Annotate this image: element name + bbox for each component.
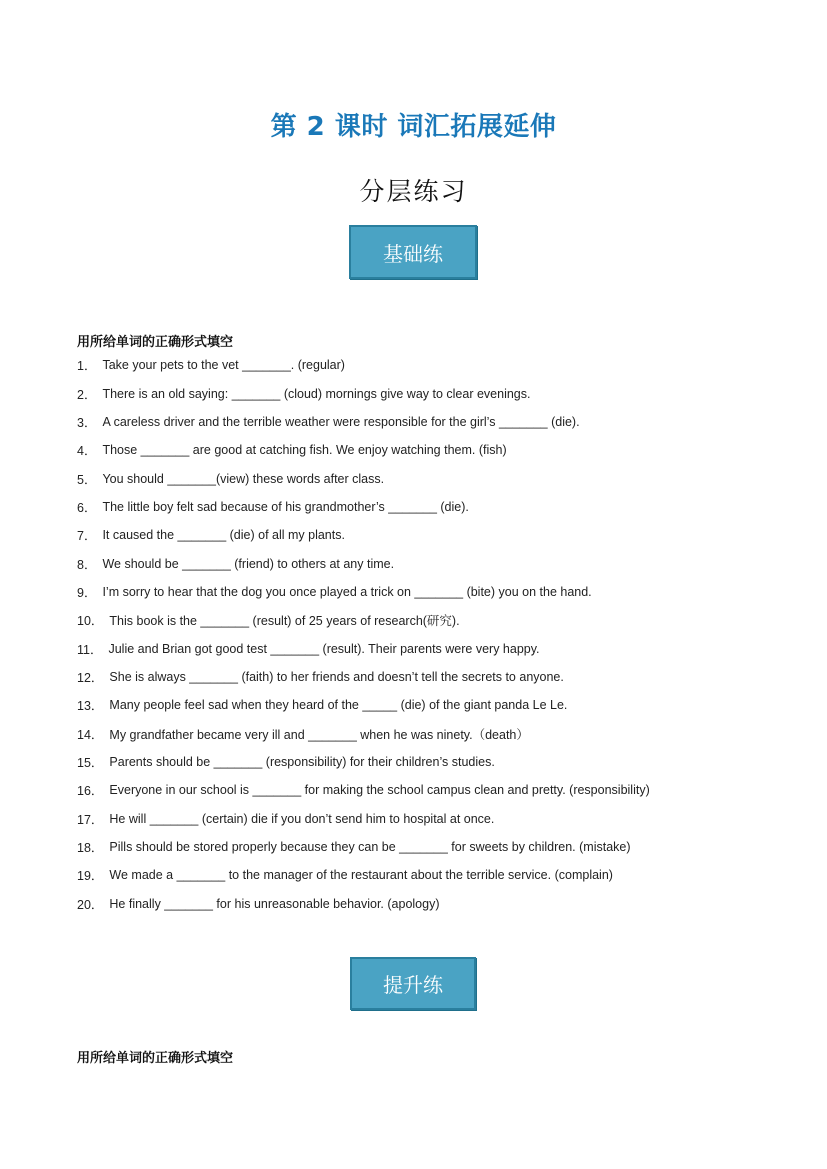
question-text: He finally _______ for his unreasonable behavior. (apology) [109, 896, 440, 911]
question-item [77, 748, 777, 776]
question-text: Everyone in our school is _______ for making the school campus clean and pretty. (responsibility) [109, 783, 650, 798]
question-text: It caused the _______ (die) of all my plants. [102, 528, 345, 543]
question-number: 6． [77, 500, 97, 515]
question-text: He will _______ (certain) die if you don’t send him to hospital at once. [109, 811, 495, 826]
question-item [77, 890, 777, 918]
question-text: She is always _______ (faith) to her friends and doesn’t tell the secrets to anyone. [109, 669, 564, 684]
question-number: 20． [77, 897, 104, 912]
question-text: The little boy felt sad because of his grandmother’s _______ (die). [102, 499, 469, 514]
question-text: This book is the _______ (result) of 25 years of research(研究). [109, 614, 460, 629]
question-number: 2． [77, 387, 97, 402]
question-text: Parents should be _______ (responsibility) for their children’s studies. [109, 754, 495, 769]
question-item [77, 351, 777, 379]
question-item [77, 805, 777, 833]
question-item [77, 776, 777, 804]
question-item [77, 436, 777, 464]
question-item [77, 464, 777, 492]
question-text: Many people feel sad when they heard of the _____ (die) of the giant panda Le Le. [109, 698, 568, 713]
question-item [77, 493, 777, 521]
question-number: 17． [77, 812, 104, 827]
section-instruction: 用所给单词的正确形式填空 [77, 335, 234, 350]
question-text: There is an old saying: _______ (cloud) mornings give way to clear evenings. [102, 386, 531, 401]
section-label-basic [349, 225, 477, 279]
page-subtitle: 分层练习 [359, 177, 468, 206]
section-label-advanced-text: 提升练 [383, 973, 443, 997]
question-number: 18． [77, 841, 104, 856]
question-list [77, 351, 777, 918]
question-item [77, 719, 777, 747]
question-text: Take your pets to the vet _______. (regular) [102, 358, 345, 373]
question-item [77, 634, 777, 662]
question-number: 11． [77, 642, 103, 657]
question-number: 19． [77, 869, 104, 884]
question-item [77, 549, 777, 577]
question-text: We made a _______ to the manager of the restaurant about the terrible service. (complain) [109, 868, 613, 883]
question-item [77, 408, 777, 436]
question-item [77, 663, 777, 691]
question-text: My grandfather became very ill and _______ when he was ninety.（death） [109, 727, 529, 742]
question-text: We should be _______ (friend) to others at any time. [102, 556, 395, 571]
question-number: 4． [77, 444, 97, 459]
question-number: 13． [77, 699, 104, 714]
question-text: I’m sorry to hear that the dog you once played a trick on _______ (bite) you on the hand. [102, 584, 592, 599]
question-number: 7． [77, 529, 97, 544]
question-number: 16． [77, 784, 104, 799]
question-text: You should _______(view) these words after class. [102, 471, 385, 486]
question-number: 8． [77, 557, 97, 572]
question-number: 10． [77, 614, 104, 629]
question-number: 1． [77, 359, 97, 374]
section-label-advanced [350, 957, 476, 1010]
question-item [77, 606, 777, 634]
question-text: A careless driver and the terrible weather were responsible for the girl’s _______ (die). [102, 414, 580, 429]
section-instruction: 用所给单词的正确形式填空 [77, 1051, 234, 1066]
question-number: 5． [77, 472, 97, 487]
question-number: 15． [77, 755, 104, 770]
question-item [77, 861, 777, 889]
question-item [77, 521, 777, 549]
question-number: 9． [77, 585, 97, 600]
question-text: Pills should be stored properly because they can be _______ for sweets by children. (mistake) [109, 840, 631, 855]
question-item [77, 833, 777, 861]
question-text: Julie and Brian got good test _______ (result). Their parents were very happy. [108, 641, 540, 656]
question-item [77, 379, 777, 407]
question-item [77, 691, 777, 719]
page-title: 第 2 课时 词汇拓展延伸 [270, 112, 557, 142]
section-label-basic-text: 基础练 [383, 241, 443, 266]
question-number: 14． [77, 727, 104, 742]
question-item [77, 578, 777, 606]
question-text: Those _______ are good at catching fish. We enjoy watching them. (fish) [102, 443, 507, 458]
question-number: 12． [77, 670, 104, 685]
question-number: 3． [77, 415, 97, 430]
